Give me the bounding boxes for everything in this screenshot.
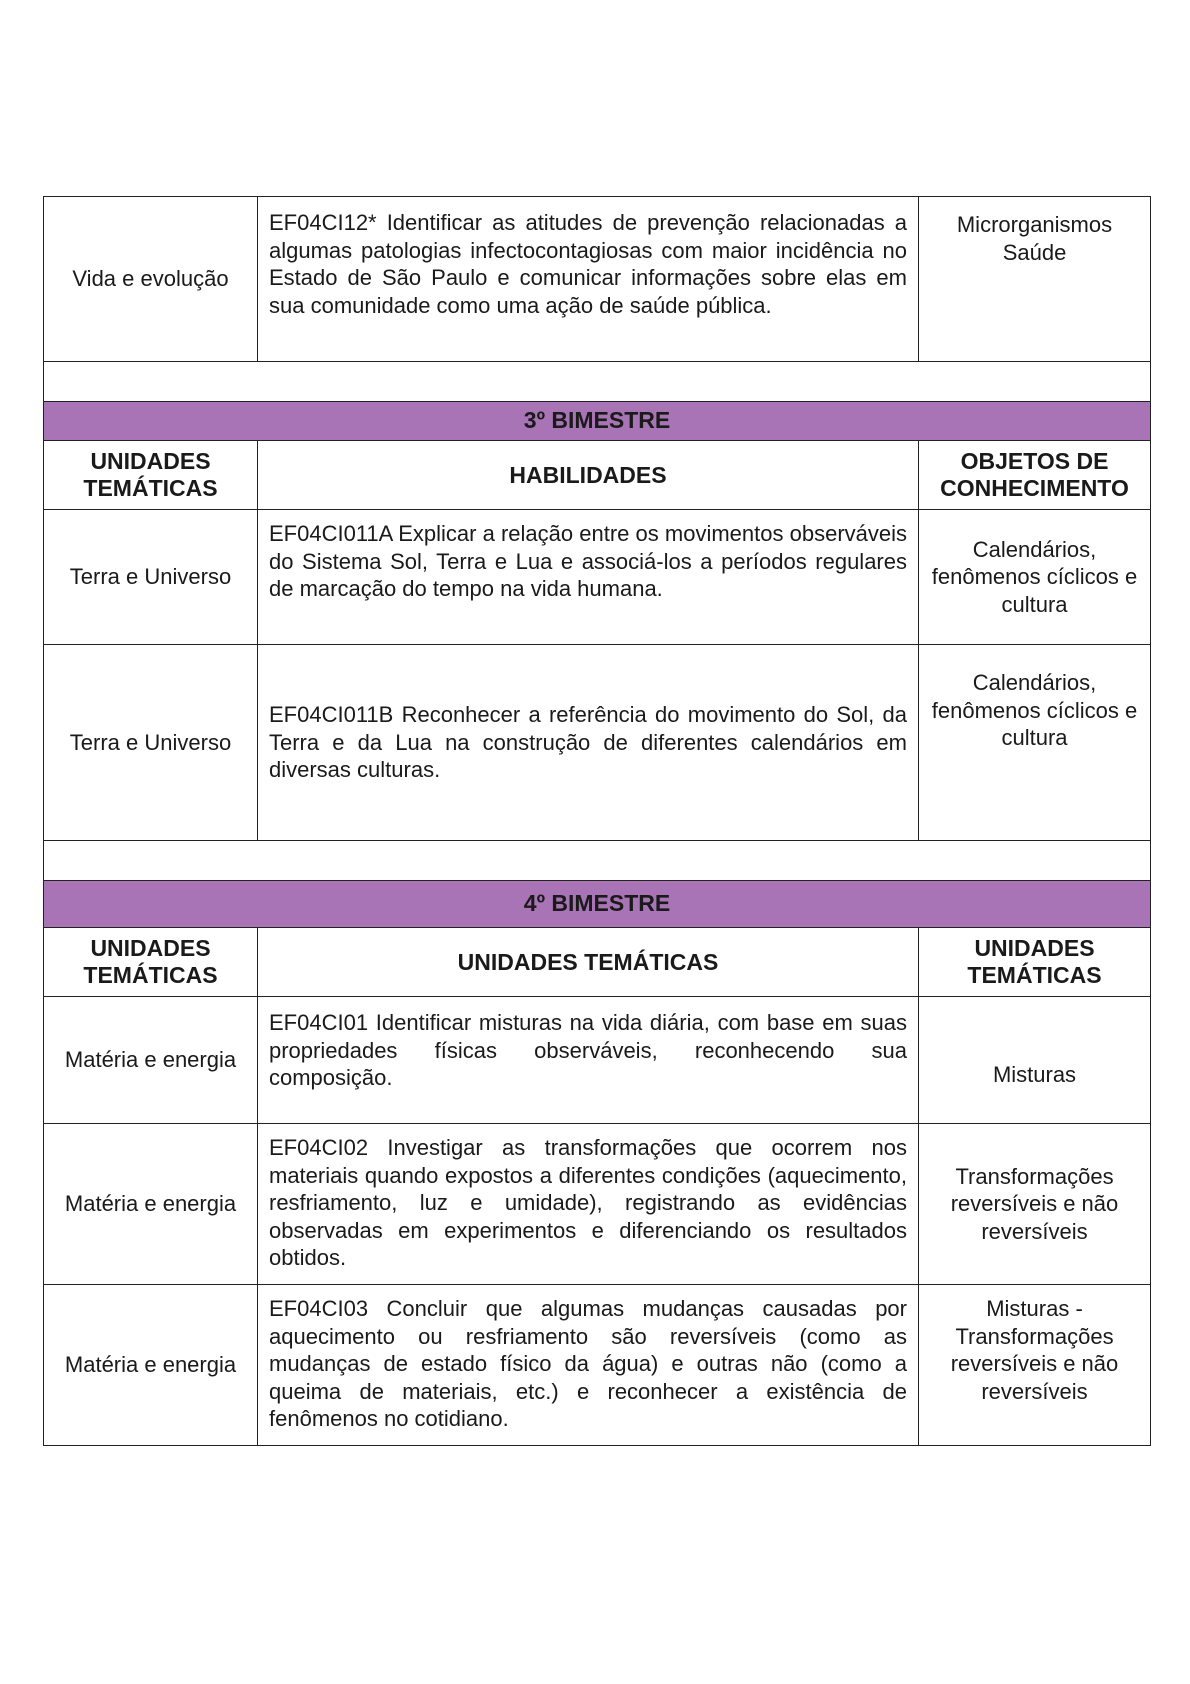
table-row bbox=[44, 1124, 1151, 1285]
unit-cell: Terra e Universo bbox=[44, 645, 258, 841]
header-objects bbox=[919, 441, 1151, 510]
object-line: Misturas - bbox=[986, 1296, 1083, 1321]
unit-cell: Terra e Universo bbox=[44, 510, 258, 645]
bimester-header-row bbox=[44, 402, 1151, 441]
header-text: TEMÁTICAS bbox=[967, 962, 1102, 988]
unit-cell: Matéria e energia bbox=[44, 997, 258, 1124]
object-line: cultura bbox=[1001, 591, 1068, 617]
object-line: Calendários, bbox=[972, 536, 1097, 562]
object-line: reversíveis e não bbox=[950, 1191, 1119, 1217]
curriculum-table bbox=[43, 196, 1151, 1446]
object-line: cultura bbox=[1001, 725, 1068, 750]
object-cell bbox=[919, 997, 1151, 1124]
spacer-row bbox=[44, 841, 1151, 881]
object-line: reversíveis bbox=[981, 1218, 1088, 1244]
spacer-row bbox=[44, 362, 1151, 402]
object-cell bbox=[919, 1124, 1151, 1285]
object-cell bbox=[919, 510, 1151, 645]
skill-cell: EF04CI011B Reconhecer a referência do movimento do Sol, da Terra e da Lua na construção de diferentes calendários em diversas culturas. bbox=[258, 645, 919, 841]
header-objects bbox=[919, 928, 1151, 997]
unit-cell: Matéria e energia bbox=[44, 1124, 258, 1285]
header-text: TEMÁTICAS bbox=[83, 475, 218, 501]
header-units bbox=[44, 928, 258, 997]
object-cell bbox=[919, 645, 1151, 841]
header-skills: UNIDADES TEMÁTICAS bbox=[258, 928, 919, 997]
bimester-title: 4º BIMESTRE bbox=[44, 881, 1151, 928]
skill-cell: EF04CI01 Identificar misturas na vida diária, com base em suas propriedades físicas observáveis, reconhecendo sua composição. bbox=[258, 997, 919, 1124]
bimester-title: 3º BIMESTRE bbox=[44, 402, 1151, 441]
header-text: TEMÁTICAS bbox=[83, 962, 218, 988]
object-line: reversíveis e não bbox=[950, 1351, 1119, 1376]
object-line: fenômenos cíclicos e bbox=[931, 697, 1138, 723]
header-text: UNIDADES bbox=[974, 935, 1095, 961]
object-line: Transformações bbox=[955, 1163, 1114, 1189]
unit-cell: Matéria e energia bbox=[44, 1285, 258, 1446]
object-line: Transformações bbox=[955, 1323, 1114, 1349]
skill-cell: EF04CI011A Explicar a relação entre os movimentos observáveis do Sistema Sol, Terra e Lua e associá-los a períodos regulares de marcação do tempo na vida humana. bbox=[258, 510, 919, 645]
column-header-row bbox=[44, 441, 1151, 510]
header-text: UNIDADES bbox=[90, 935, 211, 961]
header-skills: HABILIDADES bbox=[258, 441, 919, 510]
header-text: UNIDADES bbox=[90, 448, 211, 474]
table-row bbox=[44, 197, 1151, 362]
object-cell bbox=[919, 1285, 1151, 1446]
table-row bbox=[44, 510, 1151, 645]
column-header-row bbox=[44, 928, 1151, 997]
object-cell bbox=[919, 197, 1151, 362]
object-line: Saúde bbox=[1002, 239, 1067, 265]
skill-cell: EF04CI02 Investigar as transformações que ocorrem nos materiais quando expostos a diferentes condições (aquecimento, resfriamento, luz e umidade), registrando as evidências observadas em experimentos e diferenciando os resultados obtidos. bbox=[258, 1124, 919, 1285]
object-line: Microrganismos bbox=[956, 212, 1113, 237]
curriculum-document bbox=[43, 196, 1151, 1446]
object-line: fenômenos cíclicos e bbox=[931, 564, 1138, 590]
object-line: Misturas bbox=[992, 1062, 1077, 1088]
table-row bbox=[44, 997, 1151, 1124]
skill-cell: EF04CI12* Identificar as atitudes de prevenção relacionadas a algumas patologias infectocontagiosas com maior incidência no Estado de São Paulo e comunicar informações sobre elas em sua comunidade como uma ação de saúde pública. bbox=[258, 197, 919, 362]
header-text: CONHECIMENTO bbox=[940, 475, 1129, 501]
skill-cell: EF04CI03 Concluir que algumas mudanças causadas por aquecimento ou resfriamento são reversíveis (como as mudanças de estado físico da água) e outras não (como a queima de materiais, etc.) e reconhecer a existência de fenômenos no cotidiano. bbox=[258, 1285, 919, 1446]
table-row bbox=[44, 1285, 1151, 1446]
header-units bbox=[44, 441, 258, 510]
header-text: OBJETOS DE bbox=[960, 448, 1109, 474]
table-row bbox=[44, 645, 1151, 841]
unit-cell: Vida e evolução bbox=[44, 197, 258, 362]
object-line: reversíveis bbox=[981, 1378, 1088, 1404]
bimester-header-row bbox=[44, 881, 1151, 928]
object-line: Calendários, bbox=[972, 670, 1097, 695]
